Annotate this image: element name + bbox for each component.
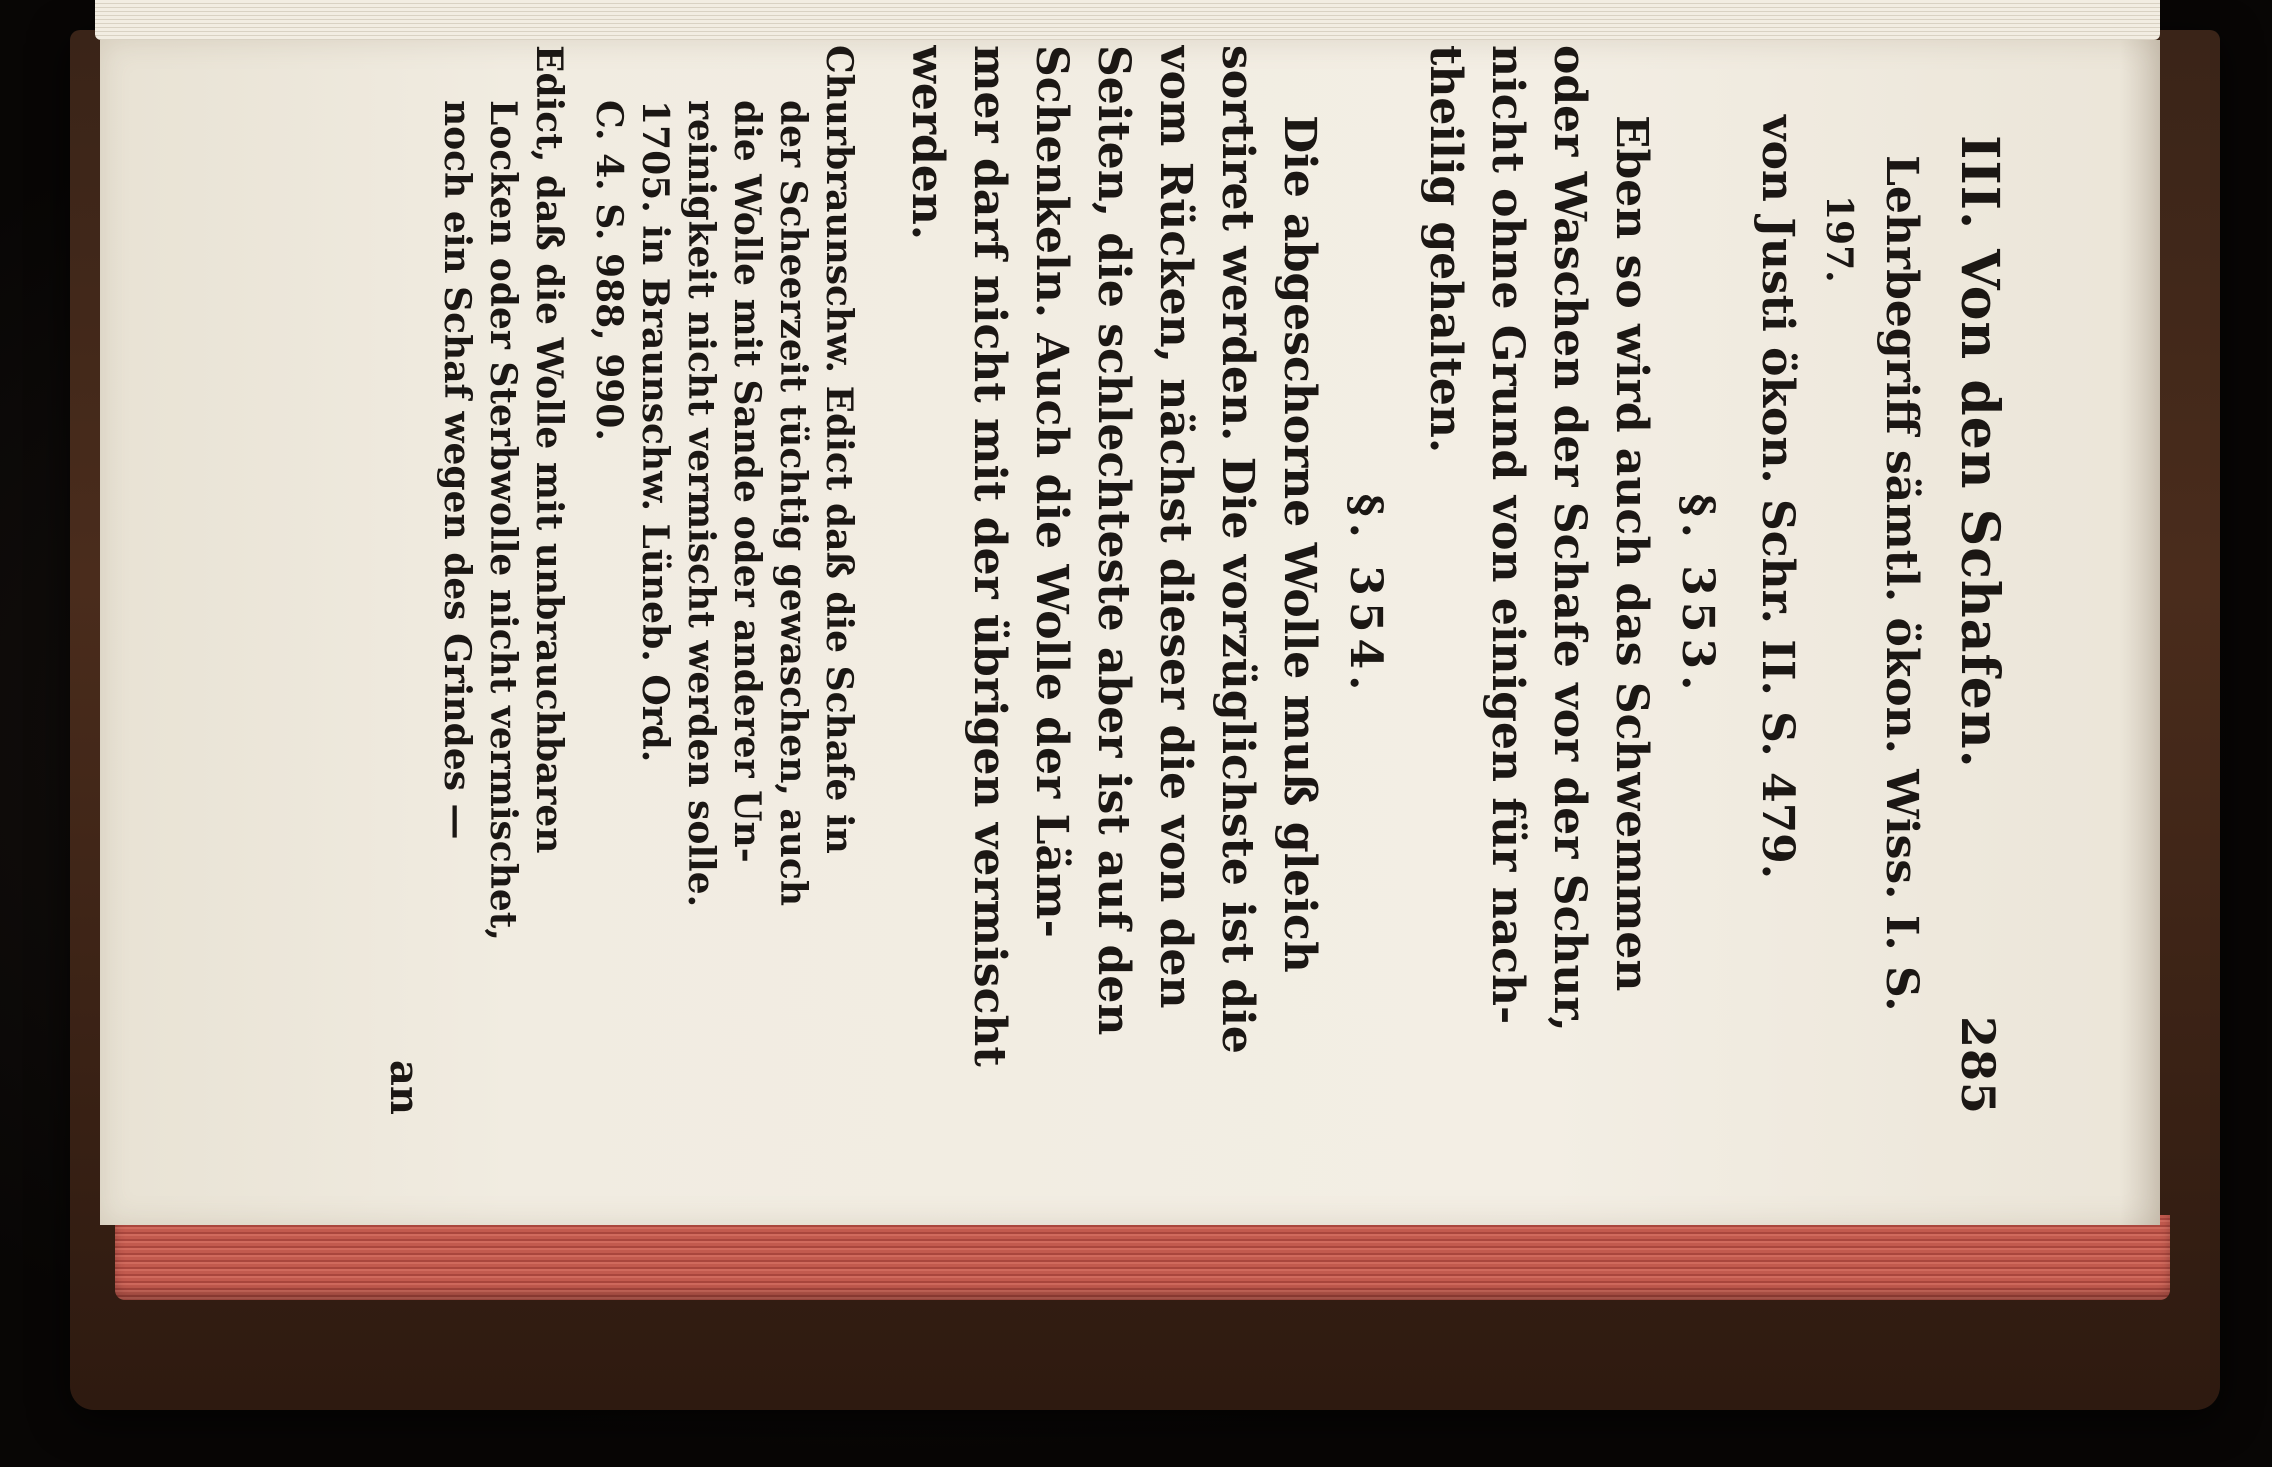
body-line: oder Waschen der Schafe vor der Schur,: [1544, 45, 1595, 1032]
footnote-line: Locken oder Sterbwolle nicht vermischet,: [482, 100, 524, 941]
body-line: Seiten, die schlechteste aber ist auf den: [1088, 45, 1139, 1036]
section-354-body: [896, 45, 1330, 1145]
catchword: an: [381, 1060, 428, 1115]
page-number: 285: [1951, 1015, 2005, 1115]
reference-line: von Justi ökon. Schr. II. S. 479.: [1752, 115, 1803, 880]
body-line: Die abgeschorne Wolle muß gleich: [1274, 115, 1325, 973]
footnote-line: C. 4. S. 988, 990.: [588, 100, 630, 441]
footnote-line: noch ein Schaf wegen des Grindes —: [436, 100, 478, 840]
reference-line: Lehrbegriff sämtl. ökon. Wiss. I. S.: [1876, 155, 1927, 1012]
footnote-line: der Scheerzeit tüchtig gewaschen, auch: [772, 100, 814, 907]
body-line: Eben so wird auch das Schwemmen: [1606, 115, 1657, 992]
page-gutter-shadow: [2120, 40, 2160, 1225]
footnote-1: [586, 45, 862, 1145]
running-head-title: III. Von den Schafen.: [1949, 135, 2010, 769]
footnote-line: Churbraunschw. Edict daß die Schafe in: [818, 45, 860, 854]
footnote-2: [434, 45, 572, 1145]
section-354-heading: §. 354.: [1340, 493, 1391, 697]
page-block-edge: [95, 0, 2160, 40]
running-head: [1932, 45, 2010, 1145]
page-text: [80, 45, 2010, 1145]
section-353-body: [1414, 45, 1662, 1145]
footnote-line: 1705. in Braunschw. Lüneb. Ord.: [634, 100, 676, 763]
body-line: nicht ohne Grund von einigen für nach-: [1482, 45, 1533, 1025]
red-page-edges: [115, 1215, 2170, 1300]
section-353-heading: §. 353.: [1672, 493, 1723, 697]
body-line: vom Rücken, nächst dieser die von den: [1150, 45, 1201, 1009]
body-line: theilig gehalten.: [1420, 45, 1471, 454]
footnote-line: die Wolle mit Sande oder anderer Un-: [726, 100, 768, 863]
footnote-line: Edict, daß die Wolle mit unbrauchbaren: [528, 45, 570, 854]
reference-block: [1746, 45, 1932, 1145]
reference-line: 197.: [1818, 195, 1860, 283]
footnote-line: reinigkeit nicht vermischt werden solle.: [680, 100, 722, 908]
body-line: sortiret werden. Die vorzüglichste ist die: [1212, 45, 1263, 1054]
body-line: mer darf nicht mit der übrigen vermischt: [964, 45, 1015, 1067]
body-line: Schenkeln. Auch die Wolle der Läm-: [1026, 45, 1077, 938]
body-line: werden.: [902, 45, 953, 241]
